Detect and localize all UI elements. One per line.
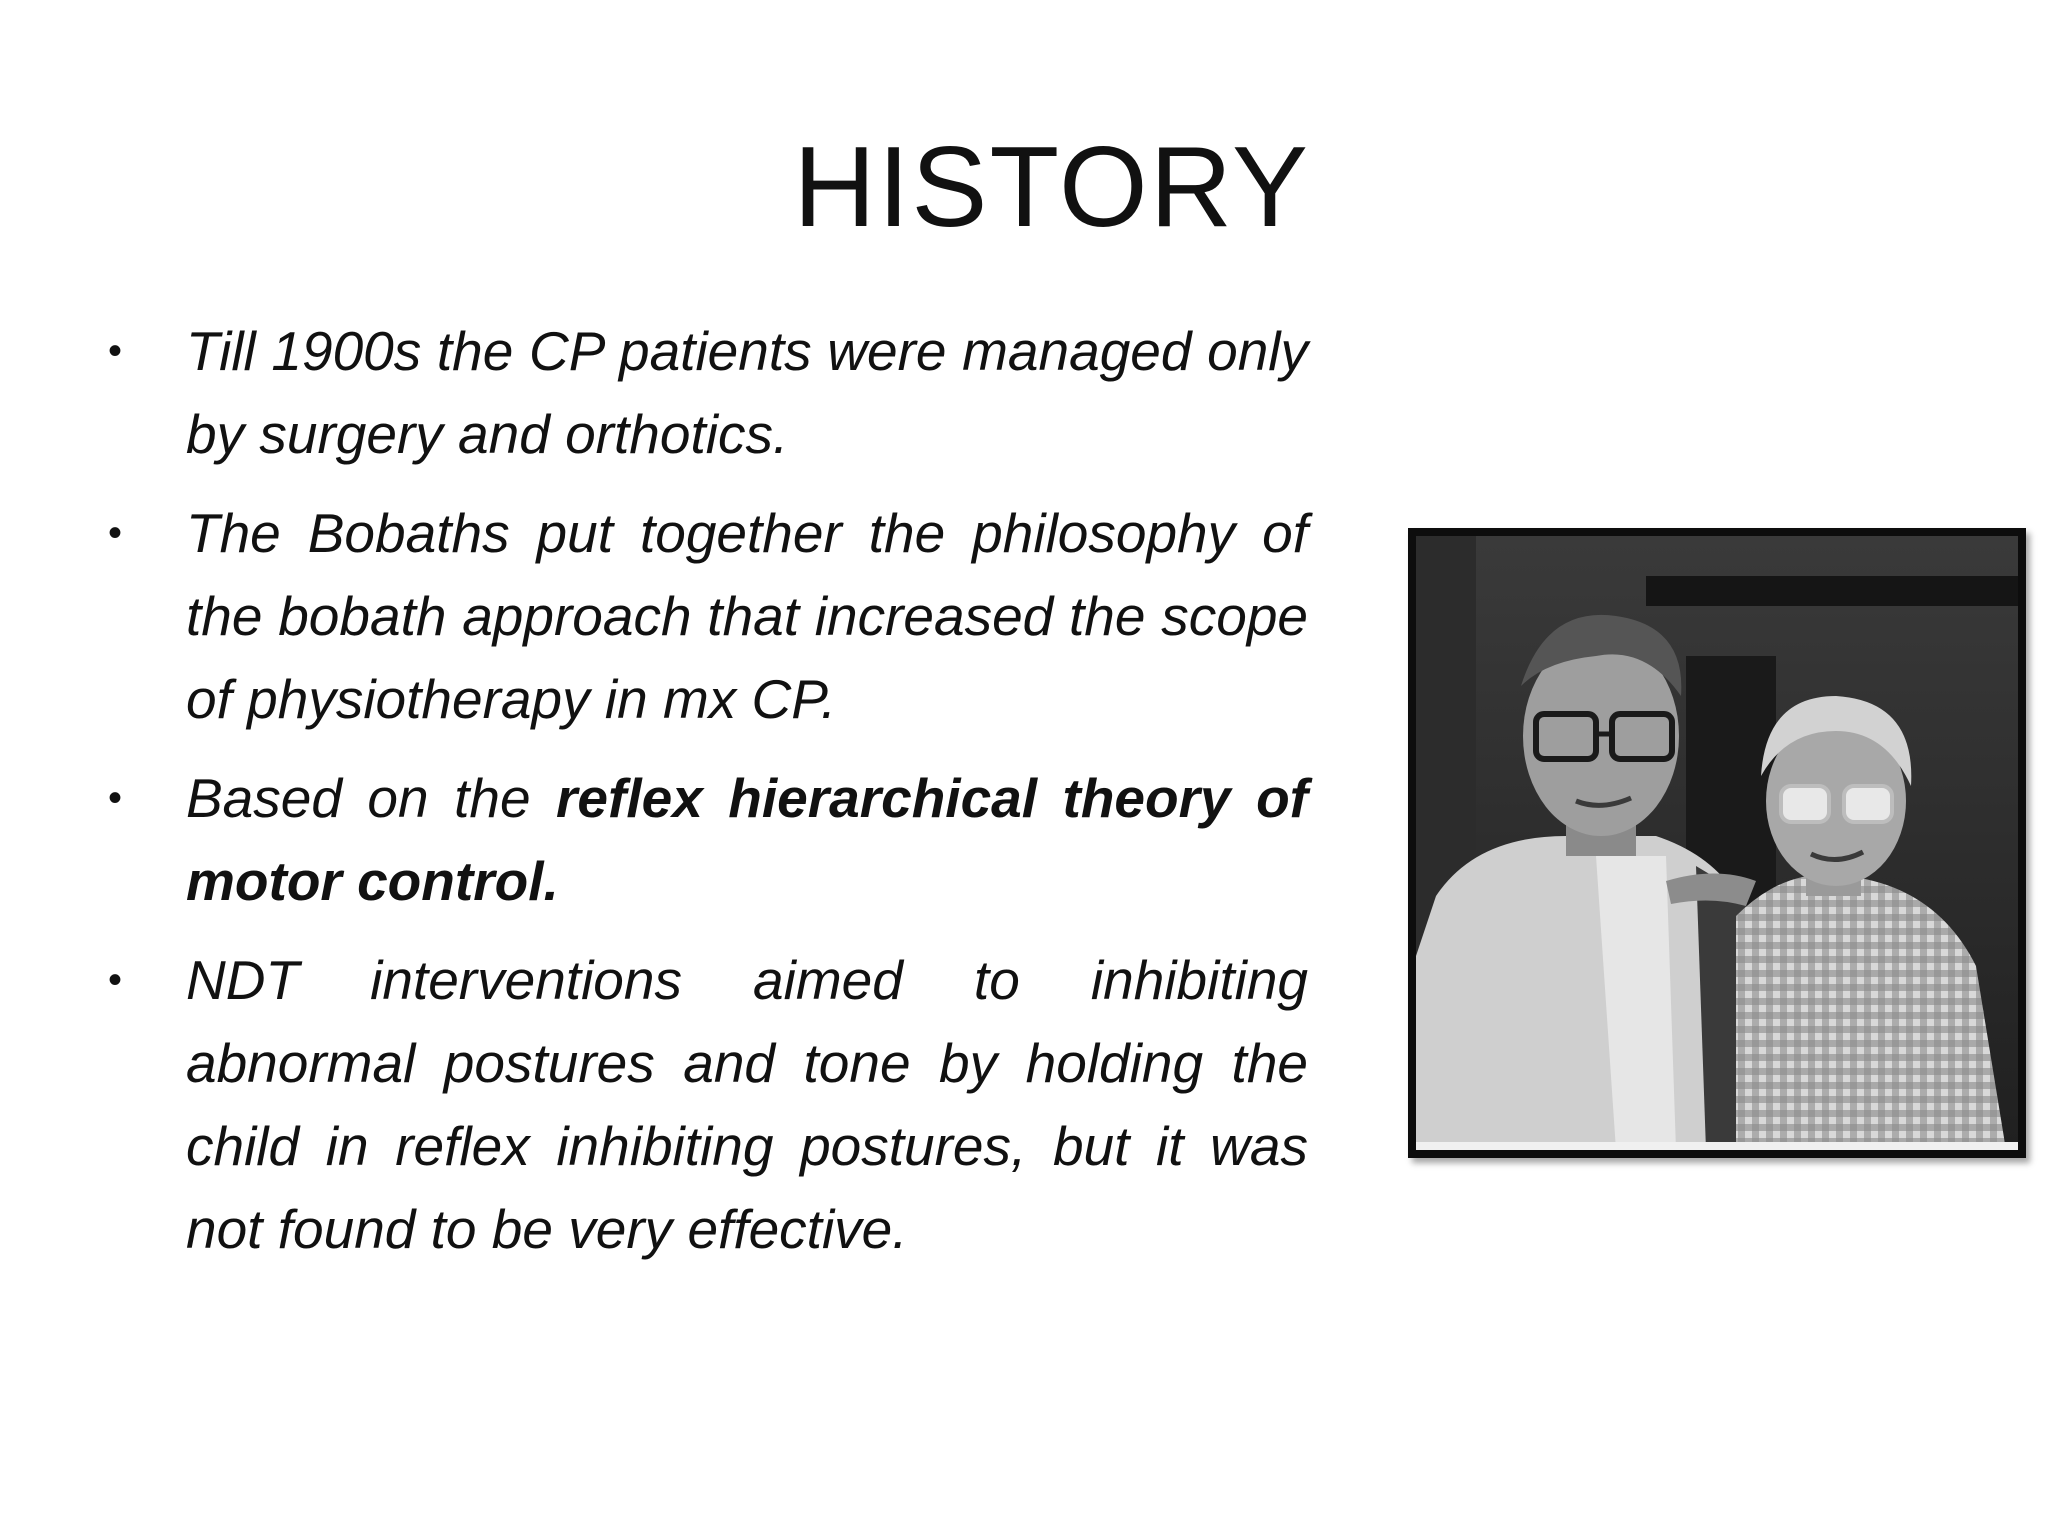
bullet-item [108,492,1308,741]
bullet-item [108,757,1308,923]
bullet-text: Till 1900s the CP patients were managed only by surgery and orthotics. [186,320,1308,465]
photo-frame [1408,528,2026,1158]
bullet-text-prefix: Based on the [186,767,557,829]
bullet-list [108,310,1308,1287]
bobaths-photo [1416,536,2018,1150]
bullet-text-bold: reflex hierarchical theory of motor control. [186,767,1308,912]
slide-title: HISTORY [793,124,1310,251]
bullet-dot: • [108,958,123,1002]
bullet-dot: • [108,511,123,555]
bullet-dot: • [108,329,123,373]
bullet-item [108,939,1308,1271]
bullet-text: NDT interventions aimed to inhibiting abnormal postures and tone by holding the child in reflex inhibiting postures, but it was not found to be very effective. [186,949,1308,1260]
bullet-dot: • [108,776,123,820]
bullet-item [108,310,1308,476]
bullet-text: The Bobaths put together the philosophy of the bobath approach that increased the scope of physiotherapy in mx CP. [186,502,1308,730]
